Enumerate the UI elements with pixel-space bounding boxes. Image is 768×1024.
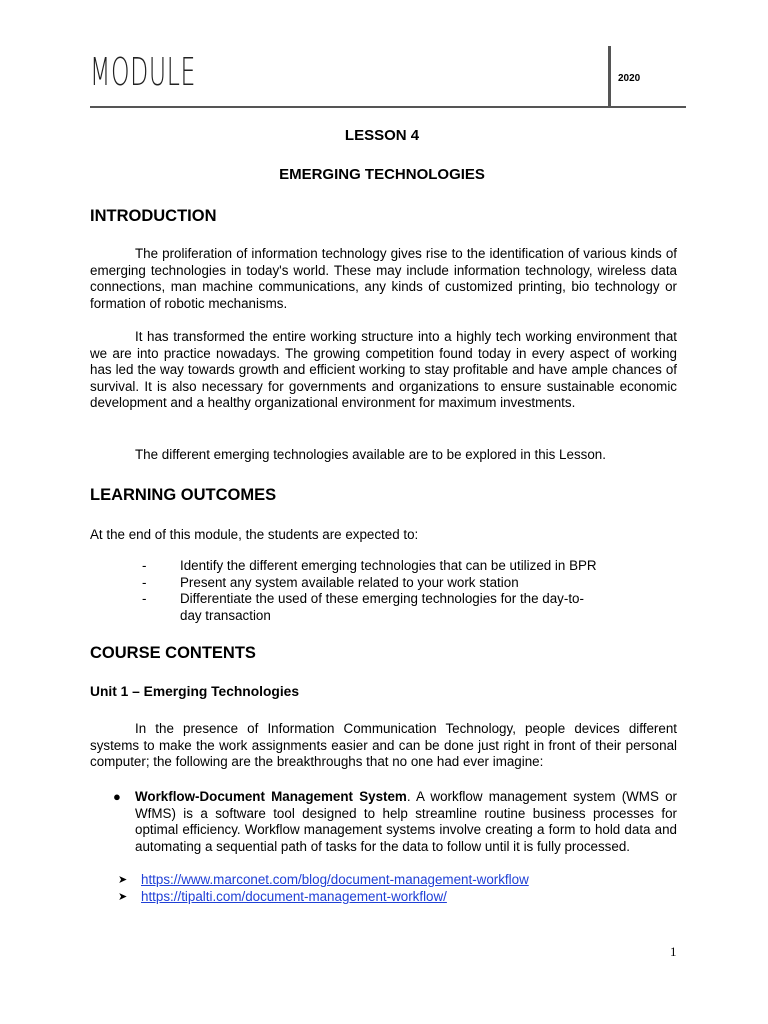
header-vertical-divider	[608, 46, 611, 107]
header-horizontal-rule	[90, 106, 686, 108]
reference-link-tipalti[interactable]: https://tipalti.com/document-management-workflow/	[141, 889, 447, 904]
introduction-paragraph-1: The proliferation of information technology gives rise to the identification of various kinds of emerging technologies in today's world. These may include information technology, wireless data connections, man machine communications, any kinds of customized printing, bio technology or formation of robotic mechanisms.	[90, 246, 677, 311]
list-item	[118, 888, 529, 905]
bullet-item-workflow: ● Workflow-Document Management System. A workflow management system (WMS or WfMS) is a software tool designed to help streamline routine business processes for optimal efficiency. Workflow management systems involve creating a form to hold data and automating a sequential path of tasks for the data to follow until it is fully processed.	[113, 789, 677, 854]
course-contents-intro: In the presence of Information Communication Technology, people devices different systems to make the work assignments easier and can be done just right in front of their personal computer; the following are the breakthroughs that no one had ever imagine:	[90, 721, 677, 769]
list-item: - Identify the different emerging technologies that can be utilized in BPR	[142, 558, 597, 573]
introduction-heading: INTRODUCTION	[90, 207, 217, 225]
arrowhead-bullet-icon: ➤	[118, 890, 128, 903]
reference-link-marconet[interactable]: https://www.marconet.com/blog/document-management-workflow	[141, 872, 529, 887]
lesson-number: LESSON 4	[344, 127, 420, 144]
module-title: MODULE	[90, 50, 196, 94]
course-contents-heading: COURSE CONTENTS	[90, 644, 256, 662]
page-number: 1	[670, 944, 677, 959]
unit-title: Unit 1 – Emerging Technologies	[90, 684, 300, 699]
header-year: 2020	[618, 73, 641, 84]
learning-outcomes-heading: LEARNING OUTCOMES	[90, 486, 277, 504]
learning-outcomes-intro: At the end of this module, the students are expected to:	[90, 527, 419, 542]
arrowhead-bullet-icon: ➤	[118, 873, 128, 886]
learning-outcomes-list	[90, 558, 677, 624]
introduction-paragraph-2: It has transformed the entire working structure into a highly tech working environment that we are into practice nowadays. The growing competition found today in every aspect of working has led the way towards growth and efficient working to stay profitable and have ample chances of survival. It is also necessary for governments and organizations to ensure sustainable economic development and a healthy organizational environment for maximum investments.	[90, 329, 677, 410]
lesson-title: EMERGING TECHNOLOGIES	[279, 166, 485, 183]
list-item	[118, 871, 529, 888]
introduction-paragraph-3: The different emerging technologies available are to be explored in this Lesson.	[135, 447, 606, 462]
list-item: - Present any system available related to your work station	[142, 574, 519, 590]
list-item: - Differentiate the used of these emerging technologies for the day-to-day transaction	[142, 591, 584, 623]
bullet-dot-icon: ●	[113, 789, 121, 804]
reference-links	[118, 871, 529, 905]
